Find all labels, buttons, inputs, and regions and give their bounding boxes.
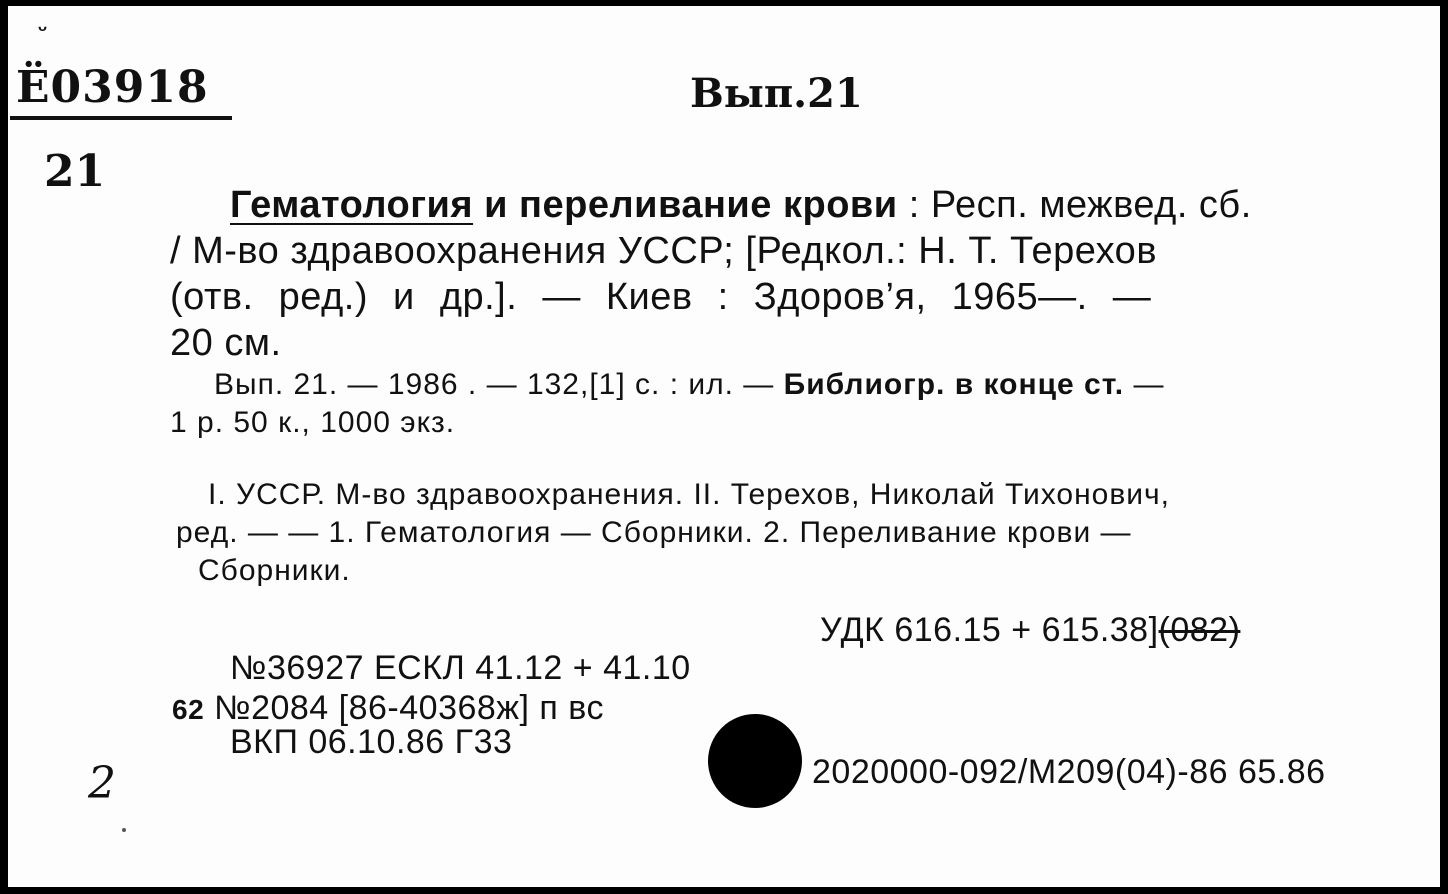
description-line-2: / М-во здравоохранения УССР; [Редкол.: Н. Т. Терехов [170, 230, 1158, 272]
volume-info-start: Вып. 21. — 1986 . — 132,[1] с. : ил. — [214, 368, 784, 401]
title-main: Гематология [230, 184, 474, 226]
volume-side-number: 21 [44, 146, 106, 197]
title-connector: и переливание крови [473, 184, 898, 226]
subjects-line-2: ред. — — 1. Гематология — Сборники. 2. Переливание крови — [176, 516, 1132, 549]
description-line-3: (отв. ред.) и др.]. — Киев : Здоров’я, 1965—. — [170, 276, 1152, 318]
handwritten-mark: 2 [88, 758, 116, 809]
punch-hole [708, 714, 802, 808]
description-line-1 [230, 182, 1252, 228]
top-tick-mark: ᵕ [38, 16, 48, 41]
volume-label: Вып.21 [690, 70, 863, 117]
order-number: №2084 [86-40368ж] п вс [214, 689, 604, 727]
subjects-line-1: I. УССР. М-во здравоохранения. II. Терехов, Николай Тихонович, [208, 478, 1171, 511]
publisher-code: 2020000-092/М209(04)-86 65.86 [812, 753, 1326, 791]
call-number-underline [10, 116, 232, 120]
subjects-line-3: Сборники. [198, 554, 351, 587]
title-rest: : Респ. межвед. сб. [897, 184, 1252, 226]
volume-info-line-2: 1 р. 50 к., 1000 экз. [170, 406, 456, 439]
volume-info-bibliography: Библиогр. в конце ст. [783, 368, 1125, 401]
order-prefix: 62 [172, 694, 205, 725]
description-line-4: 20 см. [170, 322, 282, 364]
volume-info-end: — [1124, 368, 1165, 401]
udk-code: УДК 616.15 + 615.38] [820, 611, 1159, 649]
udk-line [820, 610, 1240, 650]
volume-info-line-1 [214, 366, 1164, 404]
call-number: Ё03918 [16, 62, 209, 113]
esk-line: №36927 ЕСКЛ 41.12 + 41.10 [230, 649, 691, 687]
speck [122, 828, 126, 832]
vkp-line: ВКП 06.10.86 Г33 [230, 723, 513, 761]
catalog-card [8, 6, 1440, 887]
udk-struck: (082) [1158, 611, 1241, 649]
